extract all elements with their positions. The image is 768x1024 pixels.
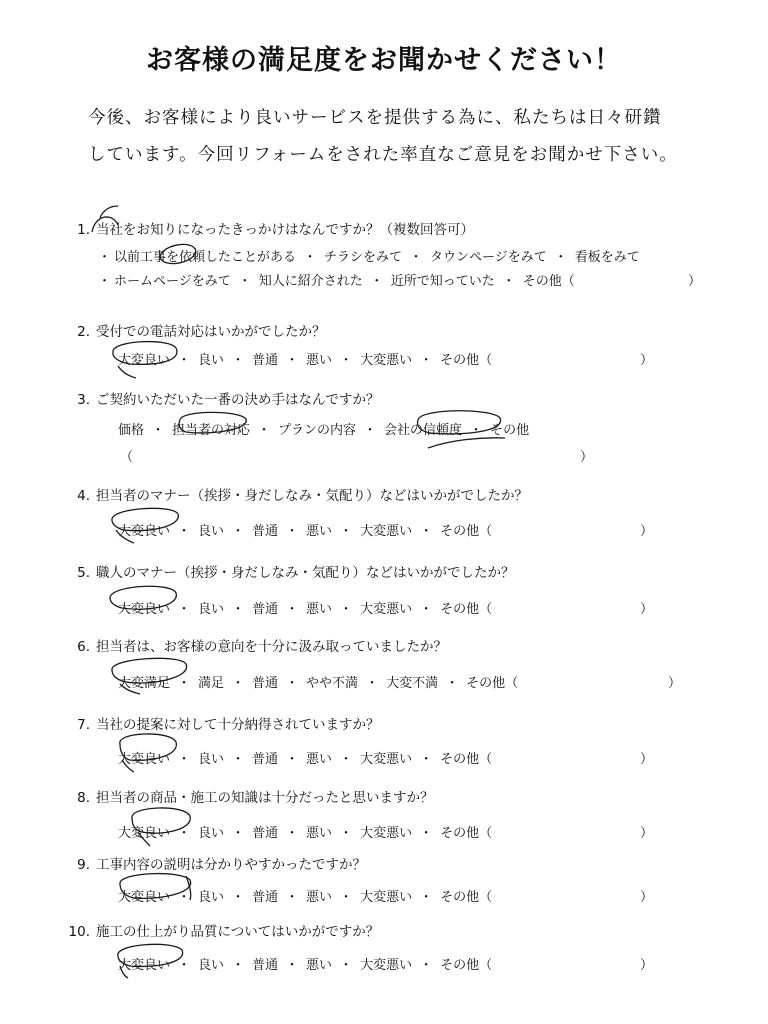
separator: ・	[554, 250, 568, 265]
answer-option[interactable]: 悪い	[306, 524, 333, 539]
close-paren: ）	[640, 890, 654, 905]
separator: ・	[285, 524, 299, 539]
answer-option[interactable]: 大変悪い	[360, 958, 413, 973]
answer-options	[118, 419, 529, 438]
answer-option[interactable]: 満足	[198, 676, 225, 691]
separator: ・	[285, 890, 299, 905]
separator: ・	[231, 524, 245, 539]
answer-options	[118, 598, 492, 617]
answer-option[interactable]: 大変悪い	[360, 524, 413, 539]
separator: ・	[98, 250, 112, 265]
intro-line-1: 今後、お客様により良いサービスを提供する為に、私たちは日々研鑽	[88, 108, 662, 128]
answer-option[interactable]: 良い	[198, 752, 225, 767]
answer-option[interactable]: 良い	[198, 826, 225, 841]
separator: ・	[365, 676, 379, 691]
separator: ・	[419, 890, 433, 905]
answer-option[interactable]: 大変良い	[118, 826, 171, 841]
answer-options	[98, 270, 575, 289]
separator: ・	[177, 676, 191, 691]
answer-option[interactable]: 普通	[252, 676, 279, 691]
question-text: 担当者は、お客様の意向を十分に汲み取っていましたか？	[96, 639, 447, 655]
q3-underline	[428, 438, 505, 448]
separator: ・	[303, 250, 317, 265]
question-number: 4.	[77, 488, 90, 504]
separator: ・	[339, 958, 353, 973]
separator: ・	[445, 676, 459, 691]
separator: ・	[339, 752, 353, 767]
separator: ・	[285, 752, 299, 767]
answer-option[interactable]: 大変悪い	[360, 826, 413, 841]
separator: ・	[177, 752, 191, 767]
separator: ・	[419, 752, 433, 767]
answer-option[interactable]: その他（	[440, 958, 493, 973]
question-9	[70, 853, 366, 873]
separator: ・	[419, 826, 433, 841]
separator: ・	[285, 958, 299, 973]
answer-options	[98, 246, 640, 265]
separator: ・	[419, 602, 433, 617]
separator: ・	[231, 890, 245, 905]
question-1	[70, 218, 474, 238]
close-paren: ）	[668, 676, 682, 691]
answer-option[interactable]: 大変良い	[118, 524, 171, 539]
question-text: 職人のマナー（挨拶・身だしなみ・気配り）などはいかがでしたか？	[96, 565, 515, 581]
separator: ・	[285, 826, 299, 841]
separator: ・	[238, 274, 252, 289]
page-title: お客様の満足度をお聞かせください！	[146, 45, 622, 76]
separator: ・	[231, 958, 245, 973]
close-paren: ）	[640, 524, 654, 539]
answer-option[interactable]: 悪い	[306, 353, 333, 368]
close-paren: ）	[640, 602, 654, 617]
answer-options	[118, 520, 492, 539]
q1-check-mark	[100, 206, 118, 218]
answer-option[interactable]: 普通	[252, 826, 279, 841]
question-7	[70, 713, 380, 733]
answer-option[interactable]: 普通	[252, 890, 279, 905]
separator: ・	[469, 423, 483, 438]
answer-option[interactable]: その他（	[440, 524, 493, 539]
separator: ・	[419, 524, 433, 539]
answer-options	[118, 954, 492, 973]
answer-option[interactable]: 大変満足	[118, 676, 171, 691]
answer-option[interactable]: 普通	[252, 752, 279, 767]
answer-option[interactable]: 良い	[198, 958, 225, 973]
question-4	[70, 484, 528, 504]
question-number: 8.	[77, 790, 90, 806]
question-3	[70, 388, 380, 408]
separator: ・	[419, 353, 433, 368]
answer-option[interactable]: 大変悪い	[360, 353, 413, 368]
separator: ・	[231, 826, 245, 841]
answer-option[interactable]: 悪い	[306, 890, 333, 905]
answer-option[interactable]: その他（	[440, 890, 493, 905]
separator: ・	[231, 602, 245, 617]
separator: ・	[257, 423, 271, 438]
answer-option[interactable]: 普通	[252, 353, 279, 368]
separator: ・	[285, 602, 299, 617]
close-paren: ）	[640, 752, 654, 767]
separator: ・	[98, 274, 112, 289]
close-paren: ）	[580, 450, 594, 465]
question-number: 2.	[77, 324, 90, 340]
question-text: 受付での電話対応はいかがでしたか？	[96, 324, 326, 340]
separator: ・	[231, 353, 245, 368]
separator: ・	[409, 250, 423, 265]
question-10	[54, 920, 379, 940]
answer-option[interactable]: 普通	[252, 602, 279, 617]
answer-option[interactable]: 良い	[198, 353, 225, 368]
answer-option[interactable]: （	[120, 450, 134, 465]
answer-options	[120, 446, 133, 465]
answer-option[interactable]: 良い	[198, 524, 225, 539]
answer-option[interactable]: その他（	[440, 752, 493, 767]
question-number: 6.	[77, 639, 90, 655]
separator: ・	[177, 958, 191, 973]
answer-option[interactable]: 悪い	[306, 602, 333, 617]
answer-option[interactable]: やや不満	[306, 676, 359, 691]
separator: ・	[339, 826, 353, 841]
question-number: 3.	[77, 392, 90, 408]
answer-options	[118, 748, 492, 767]
answer-option[interactable]: 普通	[252, 958, 279, 973]
answer-option[interactable]: 担当者の対応	[172, 423, 251, 438]
separator: ・	[339, 890, 353, 905]
answer-option[interactable]: 良い	[198, 602, 225, 617]
answer-option[interactable]: チラシをみて	[324, 250, 403, 265]
separator: ・	[177, 524, 191, 539]
separator: ・	[151, 423, 165, 438]
question-number: 1.	[77, 222, 90, 238]
separator: ・	[363, 423, 377, 438]
separator: ・	[339, 524, 353, 539]
separator: ・	[502, 274, 516, 289]
question-number: 10.	[68, 924, 90, 940]
question-text: 施工の仕上がり品質についてはいかがですか？	[96, 924, 380, 940]
answer-option[interactable]: 大変良い	[118, 958, 171, 973]
answer-option[interactable]: 大変悪い	[360, 890, 413, 905]
answer-option[interactable]: 近所で知っていた	[390, 274, 495, 289]
separator: ・	[231, 676, 245, 691]
separator: ・	[370, 274, 384, 289]
answer-option[interactable]: 普通	[252, 524, 279, 539]
answer-option[interactable]: 大変良い	[118, 890, 171, 905]
answer-option[interactable]: プランの内容	[278, 423, 357, 438]
answer-options	[118, 349, 492, 368]
answer-option[interactable]: タウンページをみて	[430, 250, 547, 265]
close-paren: ）	[640, 958, 654, 973]
question-number: 5.	[77, 565, 90, 581]
answer-option[interactable]: その他（	[440, 602, 493, 617]
question-number: 7.	[77, 717, 90, 733]
answer-option[interactable]: 悪い	[306, 826, 333, 841]
intro-line-2: しています。今回リフォームをされた率直なご意見をお聞かせ下さい。	[88, 145, 678, 165]
answer-option[interactable]: 大変良い	[118, 752, 171, 767]
question-text: 担当者のマナー（挨拶・身だしなみ・気配り）などはいかがでしたか？	[96, 488, 528, 504]
close-paren: ）	[640, 826, 654, 841]
separator: ・	[177, 890, 191, 905]
answer-options	[118, 672, 518, 691]
answer-option[interactable]: 知人に紹介された	[258, 274, 363, 289]
answer-option[interactable]: 良い	[198, 890, 225, 905]
separator: ・	[177, 602, 191, 617]
separator: ・	[285, 676, 299, 691]
separator: ・	[231, 752, 245, 767]
answer-option[interactable]: 大変良い	[118, 353, 171, 368]
question-text: 担当者の商品・施工の知識は十分だったと思いますか？	[96, 790, 434, 806]
answer-option[interactable]: 看板をみて	[574, 250, 640, 265]
answer-options	[118, 886, 492, 905]
answer-option[interactable]: その他	[490, 423, 530, 438]
answer-option[interactable]: その他（	[440, 826, 493, 841]
answer-option[interactable]: その他（	[440, 353, 493, 368]
question-text: 工事内容の説明は分かりやすかったですか？	[96, 857, 366, 873]
separator: ・	[339, 353, 353, 368]
question-8	[70, 786, 434, 806]
answer-option[interactable]: 価格	[118, 423, 145, 438]
question-2	[70, 320, 326, 340]
close-paren: ）	[640, 353, 654, 368]
answer-option[interactable]: 大変良い	[118, 602, 171, 617]
question-text: ご契約いただいた一番の決め手はなんですか？	[96, 392, 380, 408]
answer-option[interactable]: 悪い	[306, 752, 333, 767]
question-text: 当社をお知りになったきっかけはなんですか？（複数回答可）	[96, 222, 474, 238]
answer-option[interactable]: その他（	[522, 274, 575, 289]
answer-option[interactable]: 大変悪い	[360, 752, 413, 767]
question-number: 9.	[77, 857, 90, 873]
answer-option[interactable]: 会社の信頼度	[384, 423, 463, 438]
close-paren: ）	[688, 274, 702, 289]
question-text: 当社の提案に対して十分納得されていますか？	[96, 717, 380, 733]
answer-option[interactable]: 大変不満	[386, 676, 439, 691]
answer-option[interactable]: ホームページをみて	[114, 274, 231, 289]
separator: ・	[177, 826, 191, 841]
answer-option[interactable]: その他（	[466, 676, 519, 691]
answer-option[interactable]: 大変悪い	[360, 602, 413, 617]
answer-option[interactable]: 悪い	[306, 958, 333, 973]
answer-options	[118, 822, 492, 841]
separator: ・	[285, 353, 299, 368]
separator: ・	[419, 958, 433, 973]
question-6	[70, 635, 447, 655]
separator: ・	[177, 353, 191, 368]
question-5	[70, 561, 515, 581]
separator: ・	[339, 602, 353, 617]
answer-option[interactable]: 以前工事を依頼したことがある	[114, 250, 297, 265]
